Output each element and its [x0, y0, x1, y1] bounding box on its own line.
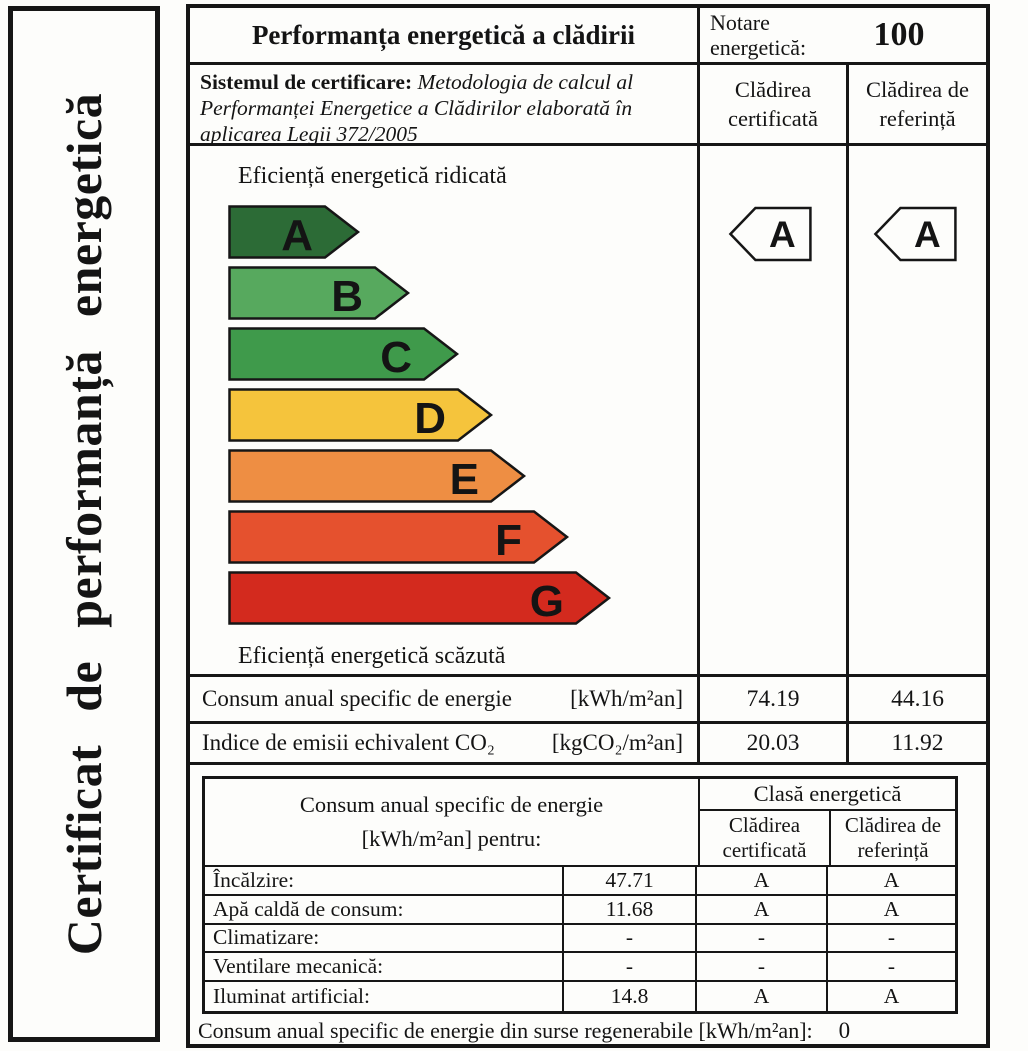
metric-energy-label-cell [190, 677, 697, 721]
metric-row-energy [190, 677, 986, 724]
page-title: Performanța energetică a clădirii [251, 19, 636, 50]
metric-energy-label: Consum anual specific de energie [202, 686, 512, 711]
breakdown-section [190, 765, 986, 1041]
breakdown-row-certified: - [697, 953, 828, 980]
certification-system-label: Sistemul de certificare: [200, 70, 413, 94]
scale-bar-letter-f: F [495, 516, 522, 565]
breakdown-row-certified: - [697, 925, 828, 952]
breakdown-row [205, 925, 955, 954]
scale-bar-b [230, 268, 409, 319]
renewables-value: 0 [838, 1018, 851, 1043]
certificate-panel [186, 4, 990, 1048]
metric-co2-reference: 11.92 [846, 724, 986, 762]
metric-row-co2 [190, 724, 986, 765]
certified-class-letter: A [769, 214, 796, 255]
certification-system-row [190, 65, 986, 146]
certified-class-cell [697, 146, 846, 674]
breakdown-row [205, 953, 955, 982]
metric-energy-certified: 74.19 [697, 677, 846, 721]
reference-class-cell [846, 146, 986, 674]
breakdown-header [205, 779, 955, 867]
breakdown-header-label: Consum anual specific de energie [kWh/m²an] pentru: [205, 779, 700, 865]
scale-bar-letter-b: B [331, 272, 363, 321]
breakdown-row-label: Apă caldă de consum: [205, 896, 564, 923]
reference-class-arrow [872, 205, 958, 263]
certification-system-text: Metodologia de calcul al Performanței Energetice a Clădirilor elaborată în aplicarea Legii 372/2005 [200, 70, 634, 146]
breakdown-row-reference: A [883, 867, 900, 892]
scale-bar-letter-c: C [380, 333, 412, 382]
certificate-title-vertical: Certificat de performanță energetică [56, 92, 112, 956]
breakdown-row-value: 11.68 [564, 896, 697, 923]
breakdown-class-columns [700, 779, 955, 865]
breakdown-subheaders [700, 811, 955, 865]
metric-energy-reference: 44.16 [846, 677, 986, 721]
scale-low-label: Eficiență energetică scăzută [238, 643, 506, 669]
metric-co2-unit: [kgCO₂/m²an] [551, 730, 683, 755]
breakdown-row-value: 47.71 [564, 867, 697, 894]
scale-bar-letter-a: A [281, 211, 313, 260]
breakdown-row-value: - [564, 953, 697, 980]
scale-high-label: Eficiență energetică ridicată [238, 163, 507, 189]
header-row [190, 8, 986, 65]
breakdown-row-reference: A [883, 896, 900, 921]
scale-bar-letter-g: G [529, 577, 564, 626]
rating-value: 100 [873, 16, 925, 53]
breakdown-row-reference: - [887, 925, 896, 950]
breakdown-rows [205, 867, 955, 1011]
metric-energy-unit: [kWh/m²an] [570, 686, 683, 711]
certification-system [190, 65, 697, 146]
breakdown-row-reference: A [883, 984, 900, 1009]
column-header-reference: Clădirea de referință [846, 65, 986, 143]
breakdown-row-value: - [564, 925, 697, 952]
scale-bar-letter-d: D [414, 394, 446, 443]
breakdown-row-certified: A [697, 982, 828, 1011]
rating-label: Notare energetică: [710, 9, 807, 60]
energy-scale-cell [190, 146, 697, 674]
scale-bar-letter-e: E [449, 455, 479, 504]
renewables-label: Consum anual specific de energie din surse regenerabile [kWh/m²an]: [198, 1018, 813, 1043]
scale-bar-e [230, 451, 525, 502]
breakdown-row-certified: A [697, 867, 828, 894]
breakdown-class-header: Clasă energetică [700, 779, 955, 811]
reference-class-letter: A [913, 214, 941, 255]
breakdown-row-label: Iluminat artificial: [205, 982, 564, 1011]
breakdown-row-label: Ventilare mecanică: [205, 953, 564, 980]
certified-class-arrow [727, 205, 813, 263]
breakdown-row-label: Încălzire: [205, 867, 564, 894]
scale-bar-c [230, 329, 458, 380]
breakdown-table [202, 776, 958, 1014]
scale-bar-d [230, 390, 492, 441]
breakdown-col-reference: Clădirea de referință [844, 812, 942, 862]
breakdown-row-certified: A [697, 896, 828, 923]
breakdown-row-value: 14.8 [564, 982, 697, 1011]
breakdown-row [205, 867, 955, 896]
metric-co2-certified: 20.03 [697, 724, 846, 762]
breakdown-row [205, 982, 955, 1011]
energy-scale-row [190, 146, 986, 677]
breakdown-col-certified: Clădirea certificată [700, 811, 831, 865]
energy-rating-cell [697, 8, 986, 62]
metric-co2-label: Indice de emisii echivalent CO₂ [202, 730, 495, 755]
breakdown-row-label: Climatizare: [205, 925, 564, 952]
metric-co2-label-cell [190, 724, 697, 762]
renewables-footer [198, 1018, 978, 1044]
energy-scale-chart [228, 205, 648, 629]
certificate-side-banner [8, 6, 160, 1042]
breakdown-row [205, 896, 955, 925]
column-header-certified: Clădirea certificată [697, 65, 846, 143]
breakdown-row-reference: - [887, 954, 896, 979]
